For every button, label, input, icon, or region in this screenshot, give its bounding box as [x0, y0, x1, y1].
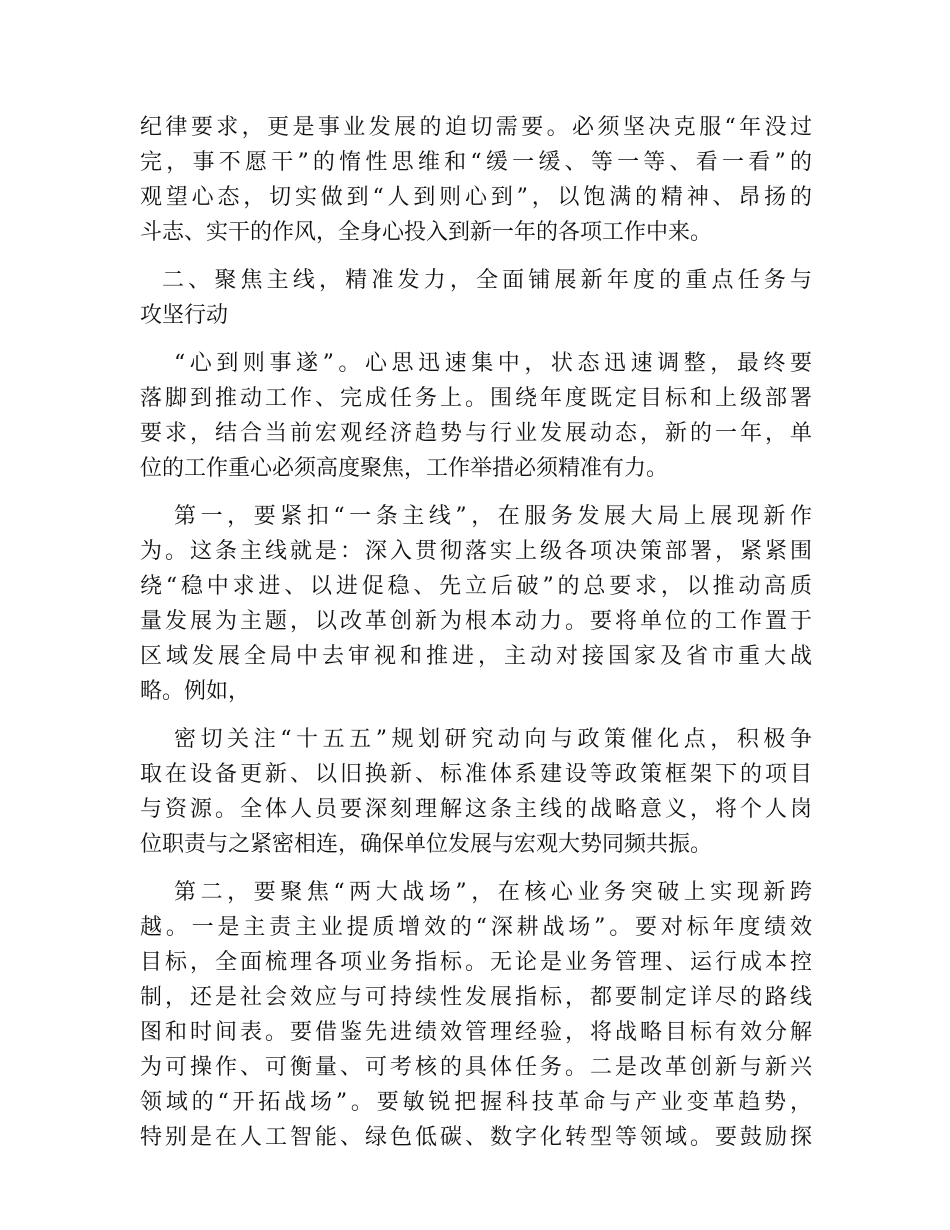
text-line: 图和时间表。要借鉴先进绩效管理经验，将战略目标有效分解: [140, 1020, 812, 1045]
text-line: “心到则事遂”。心思迅速集中，状态迅速调整，最终要: [174, 351, 812, 376]
text-line: 越。一是主责主业提质增效的“深耕战场”。要对标年度绩效: [140, 915, 812, 940]
text-line: 取在设备更新、以旧换新、标准体系建设等政策框架下的项目: [140, 762, 812, 787]
text-line: 领域的“开拓战场”。要敏锐把握科技革命与产业变革趋势，: [140, 1090, 812, 1115]
text-line: 量发展为主题，以改革创新为根本动力。要将单位的工作置于: [140, 609, 812, 634]
text-line: 略。例如，: [140, 679, 251, 704]
text-line: 为。这条主线就是：深入贯彻落实上级各项决策部署，紧紧围: [140, 539, 812, 564]
paragraph: [140, 722, 812, 862]
text-line: 密切关注“十五五”规划研究动向与政策催化点，积极争: [174, 727, 812, 752]
text-line: 第一，要紧扣“一条主线”，在服务发展大局上展现新作: [174, 504, 812, 529]
text-line: 与资源。全体人员要深刻理解这条主线的战略意义，将个人岗: [140, 797, 812, 822]
text-line: 目标，全面梳理各项业务指标。无论是业务管理、运行成本控: [140, 950, 812, 975]
text-line: 第二，要聚焦“两大战场”，在核心业务突破上实现新跨: [174, 880, 812, 905]
text-line: 特别是在人工智能、绿色低碳、数字化转型等领域。要鼓励探: [140, 1125, 812, 1150]
paragraph: [140, 346, 812, 486]
text-line: 为可操作、可衡量、可考核的具体任务。二是改革创新与新兴: [140, 1055, 812, 1080]
text-line: 完，事不愿干”的惰性思维和“缓一缓、等一等、看一看”的: [140, 150, 812, 175]
text-line: 落脚到推动工作、完成任务上。围绕年度既定目标和上级部署: [140, 386, 812, 411]
text-line: 斗志、实干的作风，全身心投入到新一年的各项工作中来。: [140, 220, 713, 245]
text-line: 制，还是社会效应与可持续性发展指标，都要制定详尽的路线: [140, 985, 812, 1010]
text-line: 要求，结合当前宏观经济趋势与行业发展动态，新的一年，单: [140, 421, 812, 446]
text-line: 位的工作重心必须高度聚焦，工作举措必须精准有力。: [140, 456, 669, 481]
paragraph: [140, 110, 812, 250]
text-line: 纪律要求，更是事业发展的迫切需要。必须坚决克服“年没过: [140, 115, 812, 140]
document-page: [140, 110, 812, 1168]
paragraph: [140, 875, 812, 1155]
text-line: 位职责与之紧密相连，确保单位发展与宏观大势同频共振。: [140, 832, 713, 857]
section-heading: [140, 263, 812, 333]
text-line: 二、聚焦主线，精准发力，全面铺展新年度的重点任务与: [162, 268, 812, 293]
text-line: 区域发展全局中去审视和推进，主动对接国家及省市重大战: [140, 644, 812, 669]
text-line: 攻坚行动: [140, 303, 229, 328]
text-line: 绕“稳中求进、以进促稳、先立后破”的总要求，以推动高质: [140, 574, 812, 599]
text-line: 观望心态，切实做到“人到则心到”，以饱满的精神、昂扬的: [140, 185, 812, 210]
paragraph: [140, 499, 812, 709]
